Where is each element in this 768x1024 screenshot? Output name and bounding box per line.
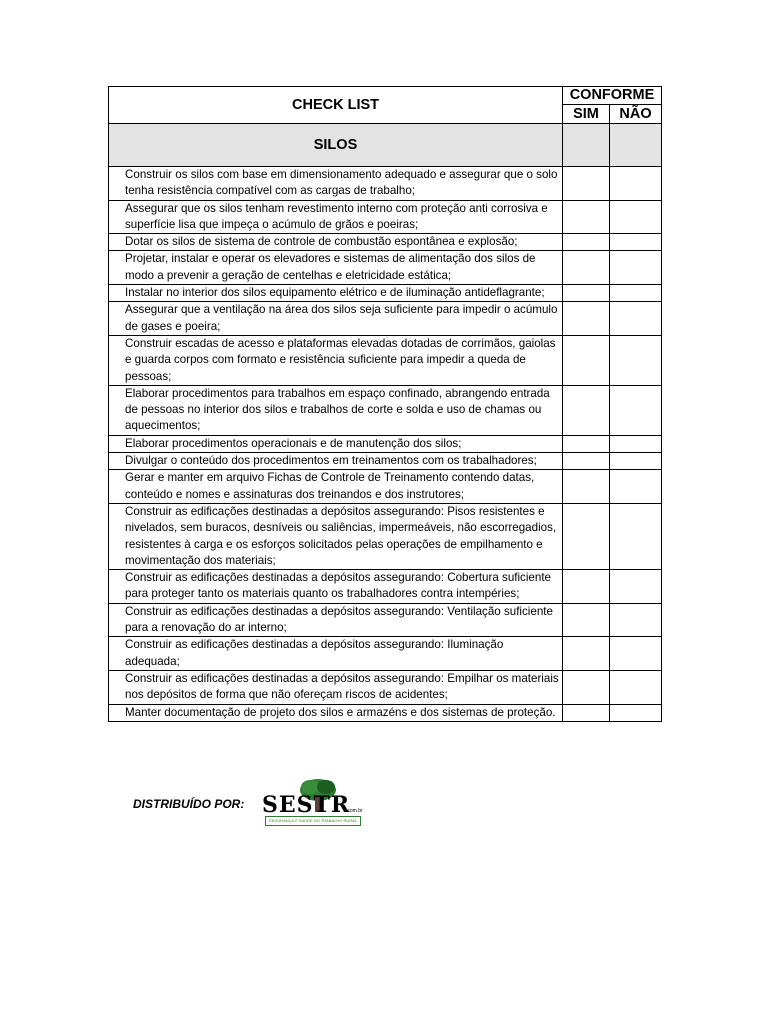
- nao-checkbox-cell[interactable]: [610, 453, 662, 470]
- checklist-row: [109, 435, 662, 452]
- checklist-row: [109, 385, 662, 435]
- distributed-by-label: DISTRIBUÍDO POR:: [133, 797, 245, 811]
- checklist-row: [109, 251, 662, 285]
- sim-checkbox-cell[interactable]: [563, 470, 610, 504]
- checklist-row: [109, 234, 662, 251]
- checklist-item-text: Construir escadas de acesso e plataformas elevadas dotadas de corrimãos, gaiolas e guarda corpos com formato e resistência suficiente para impedir a queda de pessoas;: [109, 335, 563, 385]
- checklist-row: [109, 302, 662, 336]
- checklist-item-text: Construir os silos com base em dimensionamento adequado e assegurar que o solo tenha resistência compatível com as cargas de trabalho;: [109, 167, 563, 201]
- sim-checkbox-cell[interactable]: [563, 453, 610, 470]
- nao-checkbox-cell[interactable]: [610, 704, 662, 721]
- checklist-row: [109, 167, 662, 201]
- checklist-item-text: Projetar, instalar e operar os elevadores e sistemas de alimentação dos silos de modo a prevenir a geração de centelhas e eletricidade estática;: [109, 251, 563, 285]
- checklist-item-text: Gerar e manter em arquivo Fichas de Controle de Treinamento contendo datas, conteúdo e nomes e assinaturas dos treinandos e dos instrutores;: [109, 470, 563, 504]
- checklist-row: [109, 637, 662, 671]
- sim-checkbox-cell[interactable]: [563, 285, 610, 302]
- checklist-item-text: Construir as edificações destinadas a depósitos assegurando: Pisos resistentes e nivelados, sem buracos, desníveis ou saliências, impermeáveis, não escorregadios, resistentes à carga e os esforços solicitados pelas operações de empilhamento e movimentação dos materiais;: [109, 503, 563, 569]
- nao-checkbox-cell[interactable]: [610, 251, 662, 285]
- sim-checkbox-cell[interactable]: [563, 670, 610, 704]
- checklist-row: [109, 470, 662, 504]
- sim-checkbox-cell[interactable]: [563, 570, 610, 604]
- nao-checkbox-cell[interactable]: [610, 167, 662, 201]
- checklist-item-text: Manter documentação de projeto dos silos e armazéns e dos sistemas de proteção.: [109, 704, 563, 721]
- sim-checkbox-cell[interactable]: [563, 302, 610, 336]
- checklist-row: [109, 285, 662, 302]
- nao-checkbox-cell[interactable]: [610, 603, 662, 637]
- checklist-row: [109, 453, 662, 470]
- sim-header: SIM: [563, 105, 610, 124]
- checklist-table: [108, 86, 662, 722]
- section-title: SILOS: [109, 124, 563, 167]
- nao-checkbox-cell[interactable]: [610, 302, 662, 336]
- nao-checkbox-cell[interactable]: [610, 503, 662, 569]
- checklist-item-text: Dotar os silos de sistema de controle de combustão espontânea e explosão;: [109, 234, 563, 251]
- logo-text: SESTR: [262, 792, 351, 818]
- sim-checkbox-cell[interactable]: [563, 251, 610, 285]
- nao-checkbox-cell[interactable]: [610, 435, 662, 452]
- sim-checkbox-cell[interactable]: [563, 637, 610, 671]
- checklist-row: [109, 503, 662, 569]
- logo-subtitle: SEGURANÇA E SAÚDE NO TRABALHO RURAL: [265, 816, 361, 826]
- nao-header: NÃO: [610, 105, 662, 124]
- section-nao-cell: [610, 124, 662, 167]
- checklist-row: [109, 603, 662, 637]
- nao-checkbox-cell[interactable]: [610, 285, 662, 302]
- sim-checkbox-cell[interactable]: [563, 385, 610, 435]
- sim-checkbox-cell[interactable]: [563, 234, 610, 251]
- checklist-row: [109, 670, 662, 704]
- sim-checkbox-cell[interactable]: [563, 704, 610, 721]
- checklist-item-text: Construir as edificações destinadas a depósitos assegurando: Empilhar os materiais nos depósitos de forma que não ofereçam riscos de acidentes;: [109, 670, 563, 704]
- checklist-item-text: Construir as edificações destinadas a depósitos assegurando: Ventilação suficiente para a renovação do ar interno;: [109, 603, 563, 637]
- header-row: [109, 87, 662, 105]
- checklist-row: [109, 335, 662, 385]
- sim-checkbox-cell[interactable]: [563, 603, 610, 637]
- sim-checkbox-cell[interactable]: [563, 435, 610, 452]
- checklist-item-text: Instalar no interior dos silos equipamento elétrico e de iluminação antideflagrante;: [109, 285, 563, 302]
- checklist-item-text: Divulgar o conteúdo dos procedimentos em treinamentos com os trabalhadores;: [109, 453, 563, 470]
- sestr-logo: [262, 778, 364, 826]
- checklist-item-text: Construir as edificações destinadas a depósitos assegurando: Cobertura suficiente para proteger tanto os materiais quanto os trabalhadores contra intempéries;: [109, 570, 563, 604]
- checklist-item-text: Elaborar procedimentos para trabalhos em espaço confinado, abrangendo entrada de pessoas no interior dos silos e trabalhos de corte e solda e uso de chamas ou aquecimentos;: [109, 385, 563, 435]
- nao-checkbox-cell[interactable]: [610, 637, 662, 671]
- nao-checkbox-cell[interactable]: [610, 570, 662, 604]
- checklist-item-text: Assegurar que os silos tenham revestimento interno com proteção anti corrosiva e superfície lisa que impeça o acúmulo de grãos e poeiras;: [109, 200, 563, 234]
- sim-checkbox-cell[interactable]: [563, 335, 610, 385]
- nao-checkbox-cell[interactable]: [610, 335, 662, 385]
- checklist-item-text: Construir as edificações destinadas a depósitos assegurando: Iluminação adequada;: [109, 637, 563, 671]
- checklist-row: [109, 704, 662, 721]
- sim-checkbox-cell[interactable]: [563, 167, 610, 201]
- sim-checkbox-cell[interactable]: [563, 503, 610, 569]
- nao-checkbox-cell[interactable]: [610, 234, 662, 251]
- nao-checkbox-cell[interactable]: [610, 470, 662, 504]
- checklist-item-text: Elaborar procedimentos operacionais e de manutenção dos silos;: [109, 435, 563, 452]
- checklist-row: [109, 200, 662, 234]
- logo-domain: .com.br: [346, 808, 363, 814]
- nao-checkbox-cell[interactable]: [610, 670, 662, 704]
- checklist-item-text: Assegurar que a ventilação na área dos silos seja suficiente para impedir o acúmulo de gases e poeira;: [109, 302, 563, 336]
- section-sim-cell: [563, 124, 610, 167]
- conforme-header: CONFORME: [563, 87, 662, 105]
- checklist-title: CHECK LIST: [109, 87, 563, 124]
- section-row: [109, 124, 662, 167]
- nao-checkbox-cell[interactable]: [610, 200, 662, 234]
- checklist-row: [109, 570, 662, 604]
- nao-checkbox-cell[interactable]: [610, 385, 662, 435]
- sim-checkbox-cell[interactable]: [563, 200, 610, 234]
